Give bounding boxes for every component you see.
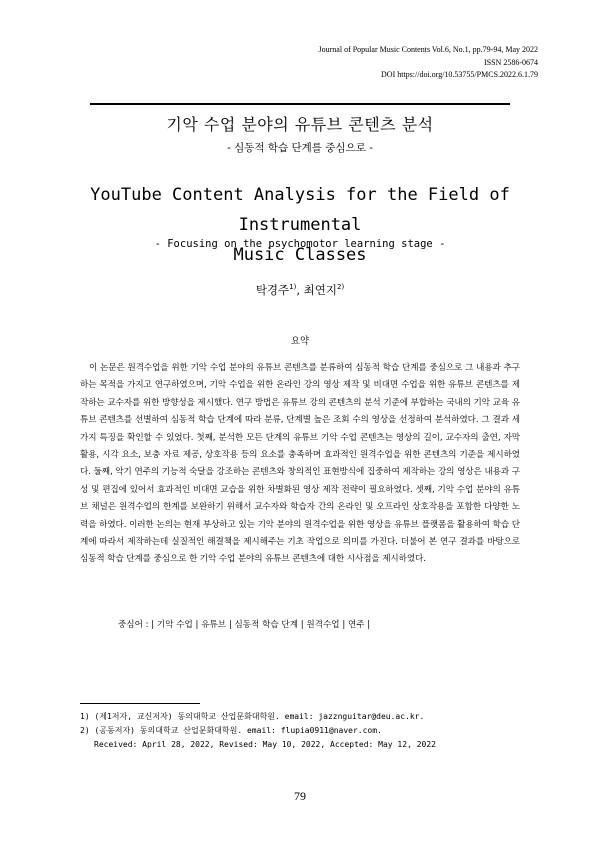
- title-rule: [90, 103, 510, 105]
- footnotes: [80, 710, 436, 752]
- author-separator: ,: [296, 283, 304, 297]
- journal-doi: DOI https://doi.org/10.53755/PMCS.2022.6.1.79: [381, 70, 538, 79]
- english-subtitle: - Focusing on the psychomotor learning stage -: [154, 238, 446, 250]
- author-2: 최연지: [303, 283, 337, 297]
- korean-subtitle: - 심동적 학습 단계를 중심으로 -: [227, 142, 373, 154]
- page-number: 79: [294, 789, 306, 803]
- journal-header: [319, 44, 538, 82]
- abstract-heading: 요약: [290, 336, 310, 347]
- author-1-footnote-mark: 1): [289, 283, 297, 292]
- author-2-footnote-mark: 2): [336, 283, 345, 292]
- footnote-2: 2) (공동저자) 동의대학교 산업문화대학원. email: flupia0911@naver.com.: [80, 726, 382, 735]
- footnote-1: 1) (제1저자, 교신저자) 동의대학교 산업문화대학원. email: jazznguitar@deu.ac.kr.: [80, 712, 425, 721]
- author-1: 탁경주: [255, 283, 290, 297]
- abstract-body: 이 논문은 원격수업을 위한 기악 수업 분야의 유튜브 콘텐츠를 분류하여 심동적 학습 단계를 중심으로 그 내용과 추구하는 목적을 가지고 연구하였으며, 기악 수업을 위한 온라인 강의 영상 제작 및 비대면 수업을 위한 유튜브 콘텐츠를 제작하는 교수자를 위한 방향성을 제시했다. 연구 방법은 유튜브 강의 콘텐츠의 분석 기준에 부합하는 국내의 기악 교육 유튜브 콘텐츠를 선별하여 심동적 학습 단계에 따라 분류, 단계별 높은 조회 수의 영상을 선정하여 분석하였다. 그 결과 세 가지 특징을 확인할 수 있었다. 첫째, 분석한 모든 단계의 유튜브 기악 수업 콘텐츠는 영상의 길이, 교수자의 출연, 자막 활용, 시각 요소, 보충 자료 제공, 상호작용 등의 요소를 충족하며 효과적인 원격수업을 위한 콘텐츠의 기준을 제시하였다. 둘째, 악기 연주의 기능적 숙달을 강조하는 콘텐츠와 창의적인 표현방식에 집중하여 제작하는 강의 영상은 내용과 구성 및 편집에 있어서 효과적인 비대면 교습을 위한 차별화된 영상 제작 전략이 필요하였다. 셋째, 기악 수업 분야의 유튜브 채널은 원격수업의 한계를 보완하기 위해서 교수자와 학습자 간의 온라인 및 오프라인 상호작용을 포함한 다양한 노력을 하였다. 이러한 논의는 현재 부상하고 있는 기악 분야의 원격수업을 위한 영상을 유튜브 플랫폼을 활용하여 학습 단계에 따라서 제작하는데 실질적인 해결책을 제시해주는 기초 작업으로 의미를 가진다. 더불어 본 연구 결과를 바탕으로 심동적 학습 단계를 중심으로 한 기악 수업 분야의 유튜브 콘텐츠에 대한 시사점을 제시하였다.: [80, 363, 520, 565]
- journal-citation: Journal of Popular Music Contents Vol.6, No.1, pp.79-94, May 2022: [318, 45, 538, 54]
- english-title: [60, 180, 540, 270]
- english-title-line1: YouTube Content Analysis for the Field of Instrumental: [90, 185, 510, 235]
- footnote-rule: [80, 703, 200, 704]
- authors: [0, 282, 600, 298]
- korean-title: 기악 수업 분야의 유튜브 콘텐츠 분석: [166, 115, 434, 134]
- keywords: 중심어 : | 기악 수업 | 유튜브 | 심동적 학습 단계 | 원격수업 | 연주 |: [118, 620, 371, 630]
- journal-issn: ISSN 2586-0674: [483, 57, 538, 67]
- english-title-line2: Music Classes: [233, 245, 367, 265]
- received-dates: Received: April 28, 2022, Revised: May 10, 2022, Accepted: May 12, 2022: [94, 740, 436, 749]
